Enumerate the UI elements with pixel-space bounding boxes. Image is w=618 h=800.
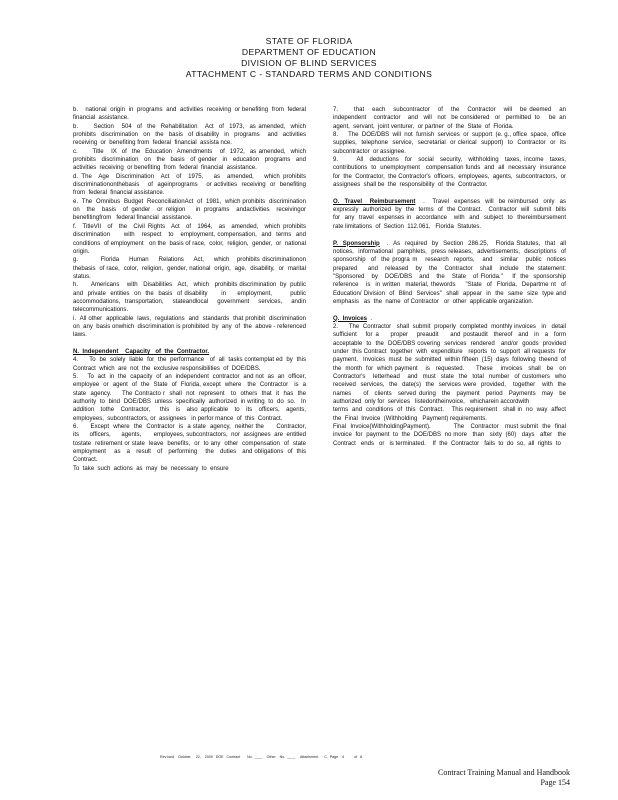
paragraph-text: h. Americans with Disabilities Act, which prohibits discrimination by public and private entities on the basis of disability in employment, public accommodations, transportation, stateandlocal government services, andin telecommunications. bbox=[73, 282, 315, 314]
paragraph bbox=[73, 356, 310, 373]
document-header bbox=[0, 36, 618, 80]
paragraph-text: 4. To be solely liable for the performance of all tasks contemplat ed by this Contract which are not the exclusive responsibilities of DOE/DBS. bbox=[73, 357, 310, 372]
paragraph bbox=[73, 198, 310, 223]
paragraph bbox=[73, 123, 310, 148]
paragraph bbox=[333, 131, 570, 156]
paragraph bbox=[333, 315, 566, 323]
paragraph bbox=[73, 315, 313, 340]
paragraph-text: . As required by Section 286.25, Florida Statutes, that all notices, informational pamphlets, press releases, advertisements, descriptions of sponsorship of the progra m research reports, and similar public notices prepared and released by the Contractor shall include the statement: "Sponsored by DOE/DBS and the State of Florida." If the sponsorship reference is in written material, thewords "State of Florida, Departme nt of Education/ Division of Blind Services" shall appear in the same size type and emphasis as the name of Contractor or other applicable organization. bbox=[333, 240, 572, 305]
left-column bbox=[73, 106, 318, 473]
paragraph-text: 2. The Contractor shall submit properly completed monthly invoices in detail sufficient for a proper preaudit and postaudit thereof and in a form acceptable to the DOE/DBS covering services rendered and/or goods provided under this Contract together with expenditure reports to support all requests for payment. Invoices must be submitted within fifteen (15) days following theend of the month for which payment is requested. These invoices shall be on Contractor's letterhead and must state the total number of customers who received services, the date(s) the services were provided, together with the names of clients served during the payment period Payments may be authorized only for services listedontheinvoice, whicharein accordwith bbox=[333, 323, 572, 406]
paragraph bbox=[333, 323, 572, 406]
section-heading: Q. Invoices bbox=[333, 315, 367, 322]
paragraph bbox=[73, 256, 310, 281]
paragraph-text: 5. To act in the capacity of an independent contractor and not as an officer, employee or agent of the State of Florida, except where the Contractor is a state agency. The Contracto r shall not represent to others that it has the authority to bind DOE/DBS unless specifically authorized in writing to do so. In addition tothe Contractor, this is also applicable to its officers, agents, employees, subcontractors, or assignees in perfor mance of this Contract. bbox=[73, 374, 310, 422]
paragraph-text: c. Title IX of the Education Amendments of 1972, as amended, which prohibits discrimination on the basis of gender in education programs and activities receiving or benefiting from federal financial assistance. bbox=[73, 148, 310, 172]
paragraph-text: d. The Age Discrimination Act of 1975, as amended, which prohibits discriminationonthebasis of ageinprograms or activities receiving or benefiting from federal financial assistance. bbox=[73, 173, 312, 197]
paragraph bbox=[73, 348, 306, 356]
header-division: DIVISION OF BLIND SERVICES bbox=[241, 58, 377, 68]
paragraph-text: . bbox=[366, 315, 372, 322]
header-department: DEPARTMENT OF EDUCATION bbox=[241, 47, 377, 57]
section-heading: O. Travel Reimbursement bbox=[333, 198, 416, 205]
paragraph-text: 9. All deductions for social security, withholding taxes, income taxes, contributions to unemployment compensation funds and all necessary insurance for the Contractor, the Contractor's officers, employees, agents, subcontractors, or assignees shall be the responsibility of the Contractor. bbox=[333, 157, 570, 189]
paragraph bbox=[73, 281, 315, 314]
paragraph-text: g. Florida Human Relations Act, which prohibits discriminationon thebasis of race, color, religion, gender, national origin, age, disability, or marital status. bbox=[73, 257, 310, 280]
footer-manual bbox=[400, 768, 570, 788]
section-heading: P. Sponsorship bbox=[333, 240, 380, 247]
paragraph-text: b. Section 504 of the Rehabilitation Act of 1973, as amended, which prohibits discrimination on the basis of disability in programs and activities receiving or benefiting from federal financial assista nce. bbox=[73, 123, 310, 147]
paragraph-text: Final Invoice(WithholdingPayment). The Contractor must submit the final invoice for payment to the DOE/DBS no more than sixty (60) days after the Contract ends or is terminated. If the Contractor fails to do so, all rights to bbox=[333, 424, 572, 447]
paragraph bbox=[333, 156, 570, 189]
paragraph-text: i. All other applicable laws, regulations and standards that prohibit discrimination on any basis onwhich discrimination is prohibited by any of the above - referenced laws. bbox=[73, 315, 313, 339]
header-state: STATE OF FLORIDA bbox=[265, 36, 353, 46]
paragraph-text: 8. The DOE/DBS will not furnish services or support (e. g., office space, office supplies, telephone service, secretarial or clerical support) to Contractor or its subcontractor or assignee. bbox=[333, 132, 570, 155]
paragraph bbox=[73, 173, 312, 198]
paragraph bbox=[73, 106, 310, 123]
paragraph bbox=[333, 406, 570, 423]
right-column bbox=[333, 106, 573, 448]
paragraph bbox=[333, 240, 572, 307]
paragraph bbox=[73, 148, 310, 173]
paragraph bbox=[73, 223, 313, 256]
section-heading: N. Independent Capacity of the Contractor. bbox=[73, 348, 210, 355]
paragraph bbox=[73, 373, 310, 423]
footer-page-number: Page 154 bbox=[540, 778, 570, 787]
paragraph bbox=[73, 423, 318, 465]
paragraph-text: terms and conditions of this Contract. This requirement shall in no way affect the Final Invoice (Withholding Payment) requirements. bbox=[333, 407, 570, 422]
paragraph bbox=[73, 465, 306, 473]
paragraph-text: f. TitleVII of the Civil Rights Act of 1964, as amended, which prohibits discrimination with respect to employment, compensation, and terms and conditions of employment on the basis of race, color, religion, gender, or national origin. bbox=[73, 223, 313, 255]
paragraph-text: 7. that each subcontractor of the Contractor will be deemed an independent contractor and will not be considered or permitted to be an agent, servant, joint venturer, or partner of the State of Florida. bbox=[333, 107, 572, 130]
footer-revision-line: Rev ised October 22, 2009 DOE Contract No. ____ Other No. ____ Attachment C, Page 4 of 8 bbox=[160, 755, 363, 759]
paragraph bbox=[333, 423, 572, 448]
paragraph-text: e. The Omnibus Budget ReconciliationAct of 1981, which prohibits discrimination on the basis of gender or religion in programs andactivities receivingor benefitingfrom federal financial assistance. bbox=[73, 198, 310, 222]
paragraph-text: 6. Except where the Contractor is a state agency, neither the Contractor, its officers, agents, employees, subcontractors, nor assignees are entitled tostate retirement or state leave benefits, or to any other compensation of state employment as a result of performing the duties and obligations of this Contract. bbox=[73, 424, 318, 464]
paragraph-text: To take such actions as may be necessary to ensure bbox=[73, 465, 229, 472]
paragraph-text: . Travel expenses will be reimbursed only as expressly authorized by the terms of the Contract. Contractor will submit bills for any travel expenses in accordance with and subject to thereimbursement rate limitations of Section 112.061, Florida Statutes. bbox=[333, 198, 573, 230]
header-attachment-title: ATTACHMENT C - STANDARD TERMS AND CONDITIONS bbox=[185, 69, 433, 79]
paragraph bbox=[333, 198, 573, 231]
paragraph bbox=[333, 106, 572, 131]
paragraph-text: b. national origin in programs and activities receiving or benefiting from federal financial assistance. bbox=[73, 107, 310, 122]
footer-manual-title: Contract Training Manual and Handbook bbox=[438, 768, 570, 777]
